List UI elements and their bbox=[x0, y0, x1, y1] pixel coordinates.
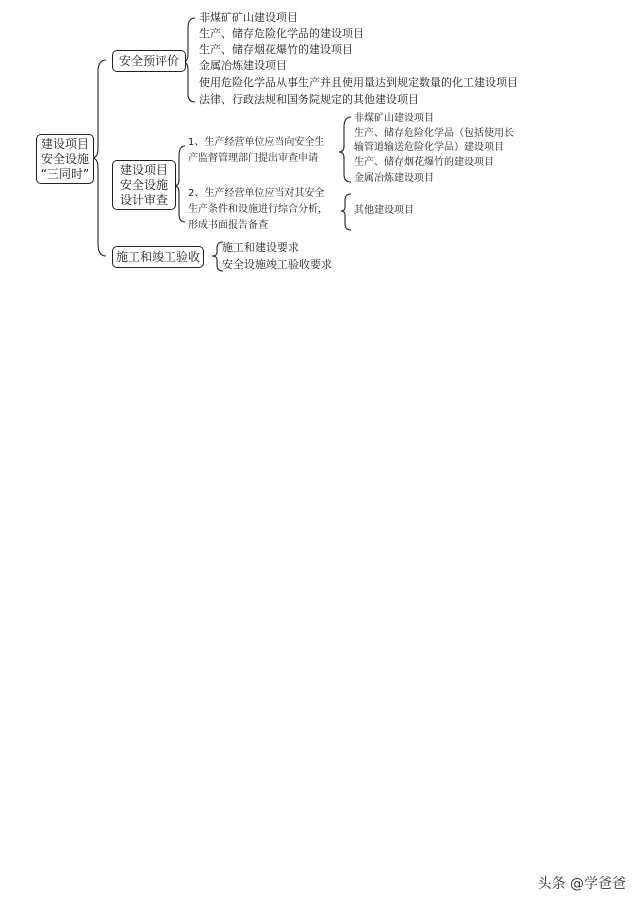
root-node bbox=[36, 134, 94, 184]
sub2-brace bbox=[341, 194, 351, 230]
sub1-item: 非煤矿山建设项目 bbox=[354, 113, 434, 124]
watermark: 头条 @学爸爸 bbox=[537, 876, 626, 892]
sub2-item: 其他建设项目 bbox=[354, 205, 414, 216]
pre-evaluation-item: 生产、储存烟花爆竹的建设项目 bbox=[199, 43, 353, 56]
pre-evaluation-item: 生产、储存危险化学品的建设项目 bbox=[199, 27, 364, 40]
sub1-item: 生产、储存烟花爆竹的建设项目 bbox=[354, 157, 494, 168]
sub1-item: 生产、储存危险化学品（包括使用长 bbox=[354, 128, 514, 139]
construction-node: 施工和竣工验收 bbox=[112, 246, 204, 268]
design-review-node: 建设项目 安全设施 设计审查 bbox=[112, 160, 176, 210]
root-line: 安全设施 bbox=[40, 152, 89, 166]
design-review-sub1: 1、生产经营单位应当向安全生 产监督管理部门提出审查申请 bbox=[188, 137, 325, 164]
construction-item: 安全设施竣工验收要求 bbox=[222, 258, 332, 271]
sub1-brace bbox=[339, 117, 351, 182]
design-review-sub2: 2、生产经营单位应当对其安全 生产条件和设施进行综合分析， 形成书面报告备查 bbox=[188, 188, 328, 231]
pre-evaluation-item: 金属冶炼建设项目 bbox=[199, 59, 287, 72]
pre-evaluation-item: 使用危险化学品从事生产并且使用量达到规定数量的化工建设项目 bbox=[199, 76, 518, 89]
construction-item: 施工和建设要求 bbox=[222, 241, 299, 254]
pre-evaluation-node: 安全预评价 bbox=[112, 50, 186, 72]
root-line: “三同时” bbox=[40, 167, 90, 181]
sub1-item: 金属冶炼建设项目 bbox=[354, 173, 434, 184]
pre-evaluation-item: 非煤矿矿山建设项目 bbox=[199, 11, 298, 24]
root-line: 建设项目 bbox=[40, 137, 89, 151]
root-brace bbox=[92, 60, 106, 256]
sub1-item: 输管道输送危险化学品）建设项目 bbox=[354, 142, 504, 153]
pre-evaluation-item: 法律、行政法规和国务院规定的其他建设项目 bbox=[199, 93, 419, 106]
